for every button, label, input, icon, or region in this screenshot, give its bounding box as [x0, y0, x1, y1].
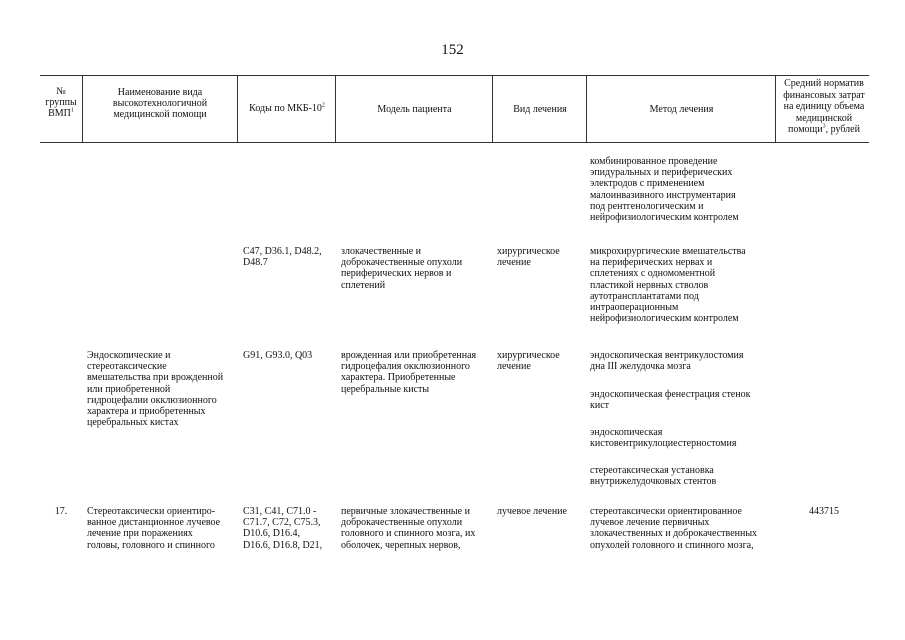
header-divider: [492, 75, 493, 142]
header-financial-cost-footnote: 3: [822, 123, 826, 130]
row3-care-type: Эндоскопические и стереотаксические вмешательства при врожденной или приобретенной гидроцефалии окклюзионного характера и приобретенных церебральных кистах: [87, 350, 224, 429]
page-number: 152: [441, 42, 464, 58]
row4-group-number: 17.: [54, 506, 68, 517]
header-icd-codes: [239, 103, 335, 114]
header-patient-model: [337, 104, 492, 115]
header-divider: [335, 75, 336, 142]
header-patient-model-text: Модель пациента: [377, 104, 452, 115]
header-care-type-text: Наименование вида высокотехнологичной медицинской помощи: [112, 87, 208, 120]
row3-method-2: эндоскопическая фенестрация стенок кист: [590, 389, 751, 412]
header-group-number-text: № группы ВМП: [45, 86, 77, 119]
header-treatment-method: [588, 104, 775, 115]
row2-method: микрохирургические вмешательства на периферических нервах и сплетениях с одномоментной пластикой нервных стволов аутотрансплантатами под интраоперационным нейрофизиологическим контролем: [590, 246, 746, 325]
row2-treatment-type: хирургическое лечение: [497, 246, 560, 269]
table-header-bottom-border: [40, 142, 869, 143]
header-group-number: [40, 86, 82, 119]
header-treatment-method-text: Метод лечения: [649, 104, 714, 115]
header-financial-cost: [776, 78, 872, 136]
row4-patient-model: первичные злокачественные и доброкачественные опухоли головного и спинного мозга, их оболочек, черепных нервов,: [341, 506, 476, 551]
row3-icd-codes: G91, G93.0, Q03: [243, 350, 313, 361]
header-treatment-type-text: Вид лечения: [513, 104, 567, 115]
header-icd-codes-footnote: 2: [321, 102, 325, 109]
header-care-type: [84, 87, 236, 120]
row4-treatment-type: лучевое лечение: [497, 506, 567, 517]
header-divider: [82, 75, 83, 142]
row3-patient-model: врожденная или приобретенная гидроцефалия окклюзионного характера. Приобретенные церебральные кисты: [341, 350, 477, 395]
header-financial-cost-text: Средний норматив финансовых затрат на единицу объема медицинской помощи: [783, 78, 865, 135]
header-divider: [586, 75, 587, 142]
header-divider: [237, 75, 238, 142]
row4-cost: 443715: [809, 506, 839, 517]
header-financial-cost-suffix: , рублей: [825, 124, 860, 135]
row3-method-3: эндоскопическая кистовентрикулоциестерностомия: [590, 427, 737, 450]
header-icd-codes-text: Коды по МКБ-10: [249, 103, 322, 114]
row3-treatment-type: хирургическое лечение: [497, 350, 560, 373]
row3-method-4: стереотаксическая установка внутрижелудочковых стентов: [590, 465, 717, 488]
row4-method: стереотаксически ориентированное лучевое лечение первичных злокачественных и доброкачественных опухолей головного и спинного мозга,: [590, 506, 758, 551]
row1-method: комбинированное проведение эпидуральных и периферических электродов с применением малоинвазивного инструментария под рентгенологическим и нейрофизиологическим контролем: [590, 156, 739, 224]
row3-method-1: эндоскопическая вентрикулостомия дна III желудочка мозга: [590, 350, 744, 373]
row4-care-type: Стереотаксически ориентиро- ванное дистанционное лучевое лечение при поражениях головы, головного и спинного: [87, 506, 221, 551]
row2-icd-codes: C47, D36.1, D48.2, D48.7: [243, 246, 322, 269]
table-top-border: [40, 75, 869, 76]
row2-patient-model: злокачественные и доброкачественные опухоли периферических нервов и сплетений: [341, 246, 463, 291]
header-treatment-type: [494, 104, 586, 115]
header-group-number-footnote: 1: [70, 107, 74, 114]
row4-icd-codes: C31, C41, C71.0 - C71.7, C72, C75.3, D10.6, D16.4, D16.6, D16.8, D21,: [243, 506, 323, 551]
